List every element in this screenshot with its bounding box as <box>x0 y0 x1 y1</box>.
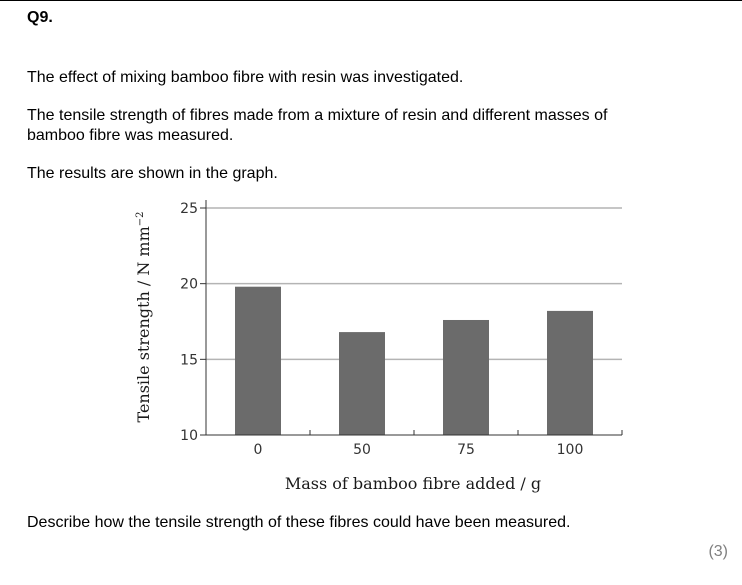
bars <box>235 287 593 435</box>
x-tick-label-0: 0 <box>253 442 263 458</box>
x-tick-label-50: 50 <box>353 442 371 458</box>
task-text: Describe how the tensile strength of these fibres could have been measured. <box>27 514 571 531</box>
y-axis-title-superscript: −2 <box>135 211 146 227</box>
intro-text: The effect of mixing bamboo fibre with resin was investigated. <box>27 69 464 86</box>
detail-text <box>27 106 707 146</box>
y-tick-label-20: 20 <box>180 276 198 293</box>
x-tick-label-100: 100 <box>556 442 584 458</box>
y-axis-title-text: Tensile strength / N mm <box>134 226 153 423</box>
question-number: Q9. <box>27 9 53 26</box>
y-tick-label-10: 10 <box>180 428 198 444</box>
x-axis-title: Mass of bamboo fibre added / g <box>284 474 542 493</box>
marks-label: (3) <box>708 543 728 560</box>
detail-line-1: The tensile strength of fibres made from a mixture of resin and different masses of <box>27 107 608 124</box>
y-axis-title <box>134 212 153 423</box>
x-tick-labels <box>254 442 584 458</box>
bar-chart <box>120 192 640 502</box>
x-tick-label-75: 75 <box>457 442 475 458</box>
bar-50 <box>339 332 385 435</box>
bar-100 <box>547 311 593 435</box>
bar-0 <box>235 287 281 435</box>
y-tick-labels <box>180 201 198 444</box>
y-tick-label-15: 15 <box>180 352 198 369</box>
y-tick-label-25: 25 <box>180 201 198 217</box>
results-text: The results are shown in the graph. <box>27 165 278 182</box>
bar-75 <box>443 320 489 435</box>
detail-line-2: bamboo fibre was measured. <box>27 127 234 144</box>
top-rule <box>0 0 742 1</box>
